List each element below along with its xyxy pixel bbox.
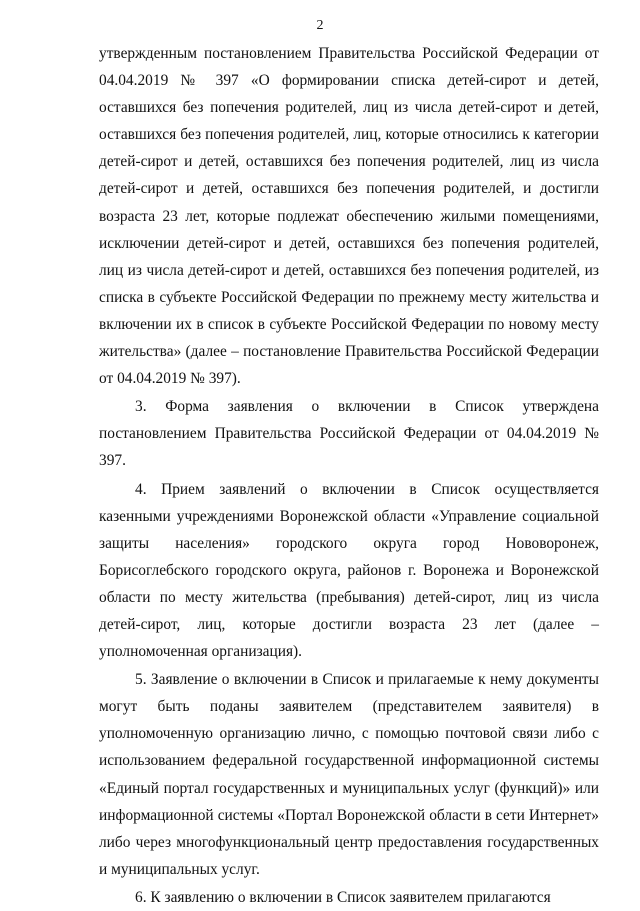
page-number: 2 [316, 18, 324, 33]
paragraph-3: 3. Форма заявления о включении в Список утверждена постановлением Правительства Российской Федерации от 04.04.2019 № 397. [99, 398, 599, 470]
paragraph-5: 5. Заявление о включении в Список и прилагаемые к нему документы могут быть поданы заявителем (представителем заявителя) в уполномоченную организацию лично, с помощью почтовой связи либо с использованием федеральной государственной информационной системы «Единый портал государственных и муниципальных услуг (функций)» или информационной системы «Портал Воронежской области в сети Интернет» либо через многофункциональный центр предоставления государственных и муниципальных услуг. [99, 671, 599, 878]
paragraph-6: 6. К заявлению о включении в Список заявителем прилагаются [135, 888, 551, 906]
paragraph-4: 4. Прием заявлений о включении в Список осуществляется казенными учреждениями Воронежской области «Управление социальной защиты населения» городского округа город Нововоронеж, Борисоглебского городского округа, районов г. Воронежа и Воронежской области по месту жительства (пребывания) детей-сирот, лиц из числа детей-сирот, лиц, которые достигли возраста 23 лет (далее – уполномоченная организация). [99, 480, 599, 661]
document-body [99, 40, 599, 911]
paragraph-continuation: утвержденным постановлением Правительства Российской Федерации от 04.04.2019 № 397 «О формировании списка детей-сирот и детей, оставшихся без попечения родителей, лиц из числа детей-сирот и детей, оставшихся без попечения родителей, лиц, которые относились к категории детей-сирот и детей, оставшихся без попечения родителей, лиц из числа детей-сирот и детей, оставшихся без попечения родителей, и достигли возраста 23 лет, которые подлежат обеспечению жилыми помещениями, исключении детей-сирот и детей, оставшихся без попечения родителей, лиц из числа детей-сирот и детей, оставшихся без попечения родителей, из списка в субъекте Российской Федерации по прежнему месту жительства и включении их в список в субъекте Российской Федерации по новому месту жительства» (далее – постановление Правительства Российской Федерации от 04.04.2019 № 397). [99, 45, 599, 388]
